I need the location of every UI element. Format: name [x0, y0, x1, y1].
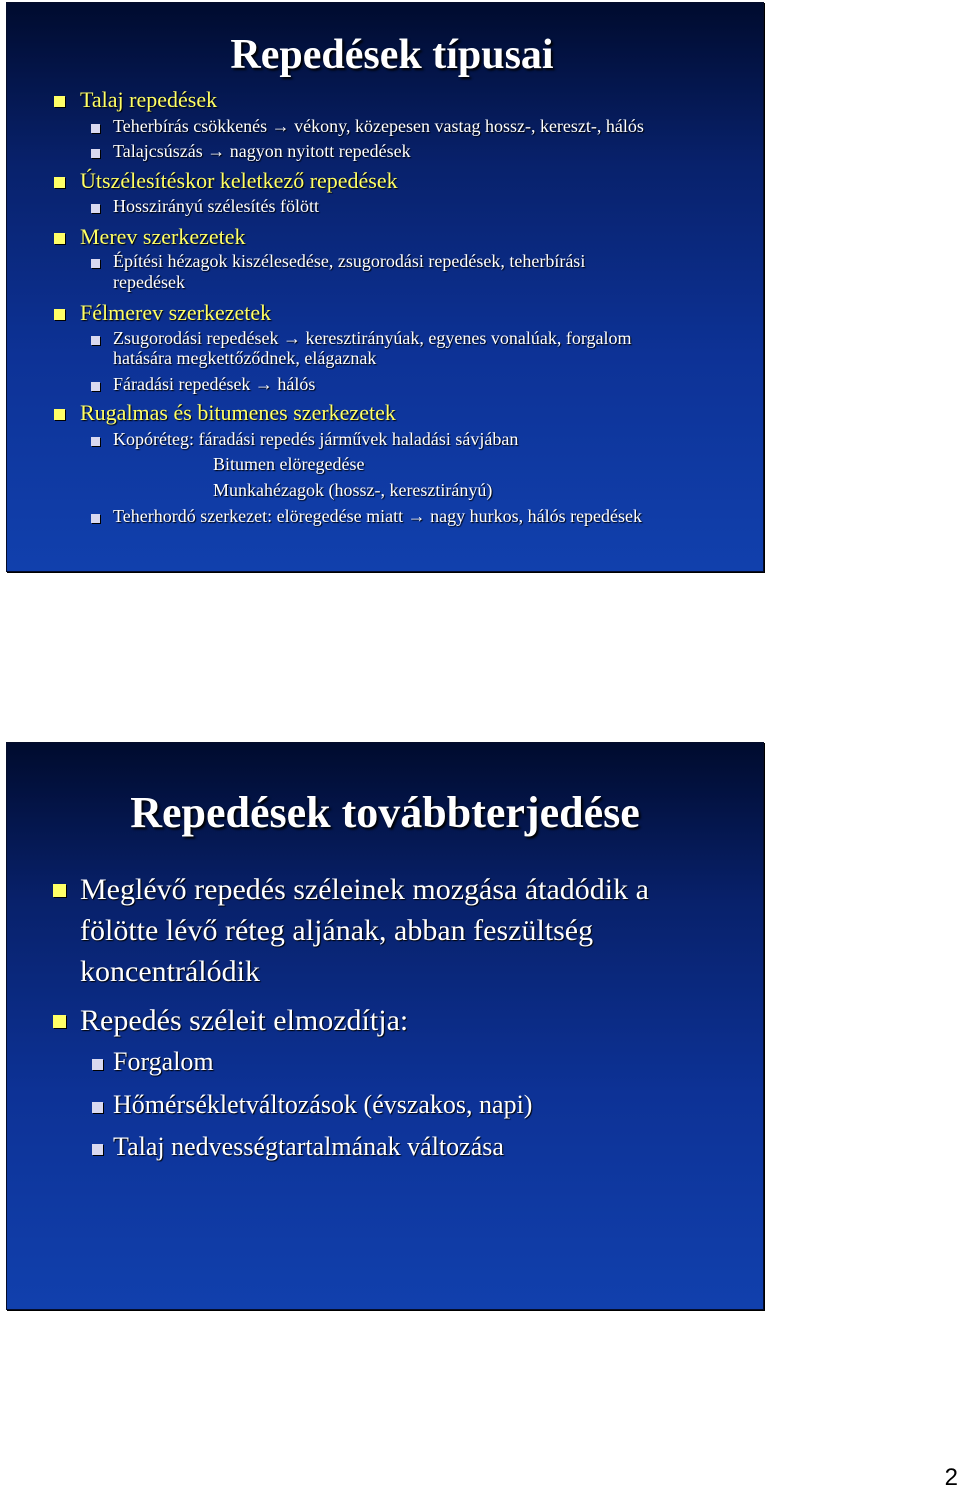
bullet-square-icon [91, 336, 100, 345]
slide-1 [6, 2, 764, 572]
list-item-level2: Talajcsúszás → nagyon nyitott repedések [113, 141, 411, 161]
bullet-square-icon [54, 177, 65, 188]
list-item-level2: Hosszirányú szélesítés fölött [113, 196, 319, 216]
bullet-square-icon [91, 514, 100, 523]
list-item-level2: Forgalom [113, 1047, 214, 1076]
list-item-level1: Meglévő repedés széleinek mozgása átadódik a fölötte lévő réteg aljának, abban feszültség koncentrálódik [80, 873, 649, 988]
page-number: 2 [944, 1464, 958, 1491]
list-item-level1: Merev szerkezetek [80, 224, 246, 249]
bullet-square-icon [91, 149, 100, 158]
bullet-square-icon [54, 233, 65, 244]
slide-title: Repedések típusai [230, 32, 554, 78]
list-item-level1: Útszélesítéskor keletkező repedések [80, 168, 398, 193]
bullet-square-icon [92, 1102, 103, 1113]
bullet-square-icon [91, 204, 100, 213]
bullet-square-icon [92, 1059, 103, 1070]
list-item-level2: Kopóréteg: fáradási repedés járművek haladási sávjában [113, 429, 519, 449]
list-item-level2: Talaj nedvességtartalmának változása [113, 1132, 504, 1161]
list-item-level2-cont: repedések [113, 272, 185, 292]
list-item-level2: Teherbírás csökkenés → vékony, közepesen vastag hossz-, kereszt-, hálós [113, 116, 644, 136]
bullet-square-icon [54, 96, 65, 107]
slide-2 [6, 742, 764, 1310]
list-item-level2-cont: hatására megkettőződnek, elágaznak [113, 348, 377, 368]
bullet-square-icon [54, 309, 65, 320]
bullet-square-icon [53, 884, 66, 897]
list-item-level1: Talaj repedések [80, 87, 218, 112]
bullet-square-icon [54, 409, 65, 420]
bullet-square-icon [91, 259, 100, 268]
list-item-level2: Zsugorodási repedések → keresztirányúak, egyenes vonalúak, forgalom [113, 328, 632, 348]
list-item-level1: Félmerev szerkezetek [80, 300, 272, 325]
bullet-square-icon [91, 437, 100, 446]
list-item-level1: Rugalmas és bitumenes szerkezetek [80, 400, 396, 425]
list-item-level2: Építési hézagok kiszélesedése, zsugorodási repedések, teherbírási [113, 251, 586, 271]
bullet-square-icon [91, 124, 100, 133]
list-item-level2: Hőmérsékletváltozások (évszakos, napi) [113, 1090, 533, 1119]
bullet-square-icon [53, 1015, 66, 1028]
list-item-level3: Munkahézagok (hossz-, keresztirányú) [213, 480, 493, 500]
list-item-level3: Bitumen elöregedése [213, 454, 365, 474]
bullet-square-icon [91, 382, 100, 391]
bullet-square-icon [92, 1144, 103, 1155]
list-item-level2: Fáradási repedések → hálós [113, 374, 316, 394]
list-item-level2: Teherhordó szerkezet: elöregedése miatt → nagy hurkos, hálós repedések [113, 506, 643, 526]
slide-title: Repedések továbbterjedése [130, 788, 640, 837]
list-item-level1: Repedés széleit elmozdítja: [80, 1004, 409, 1037]
